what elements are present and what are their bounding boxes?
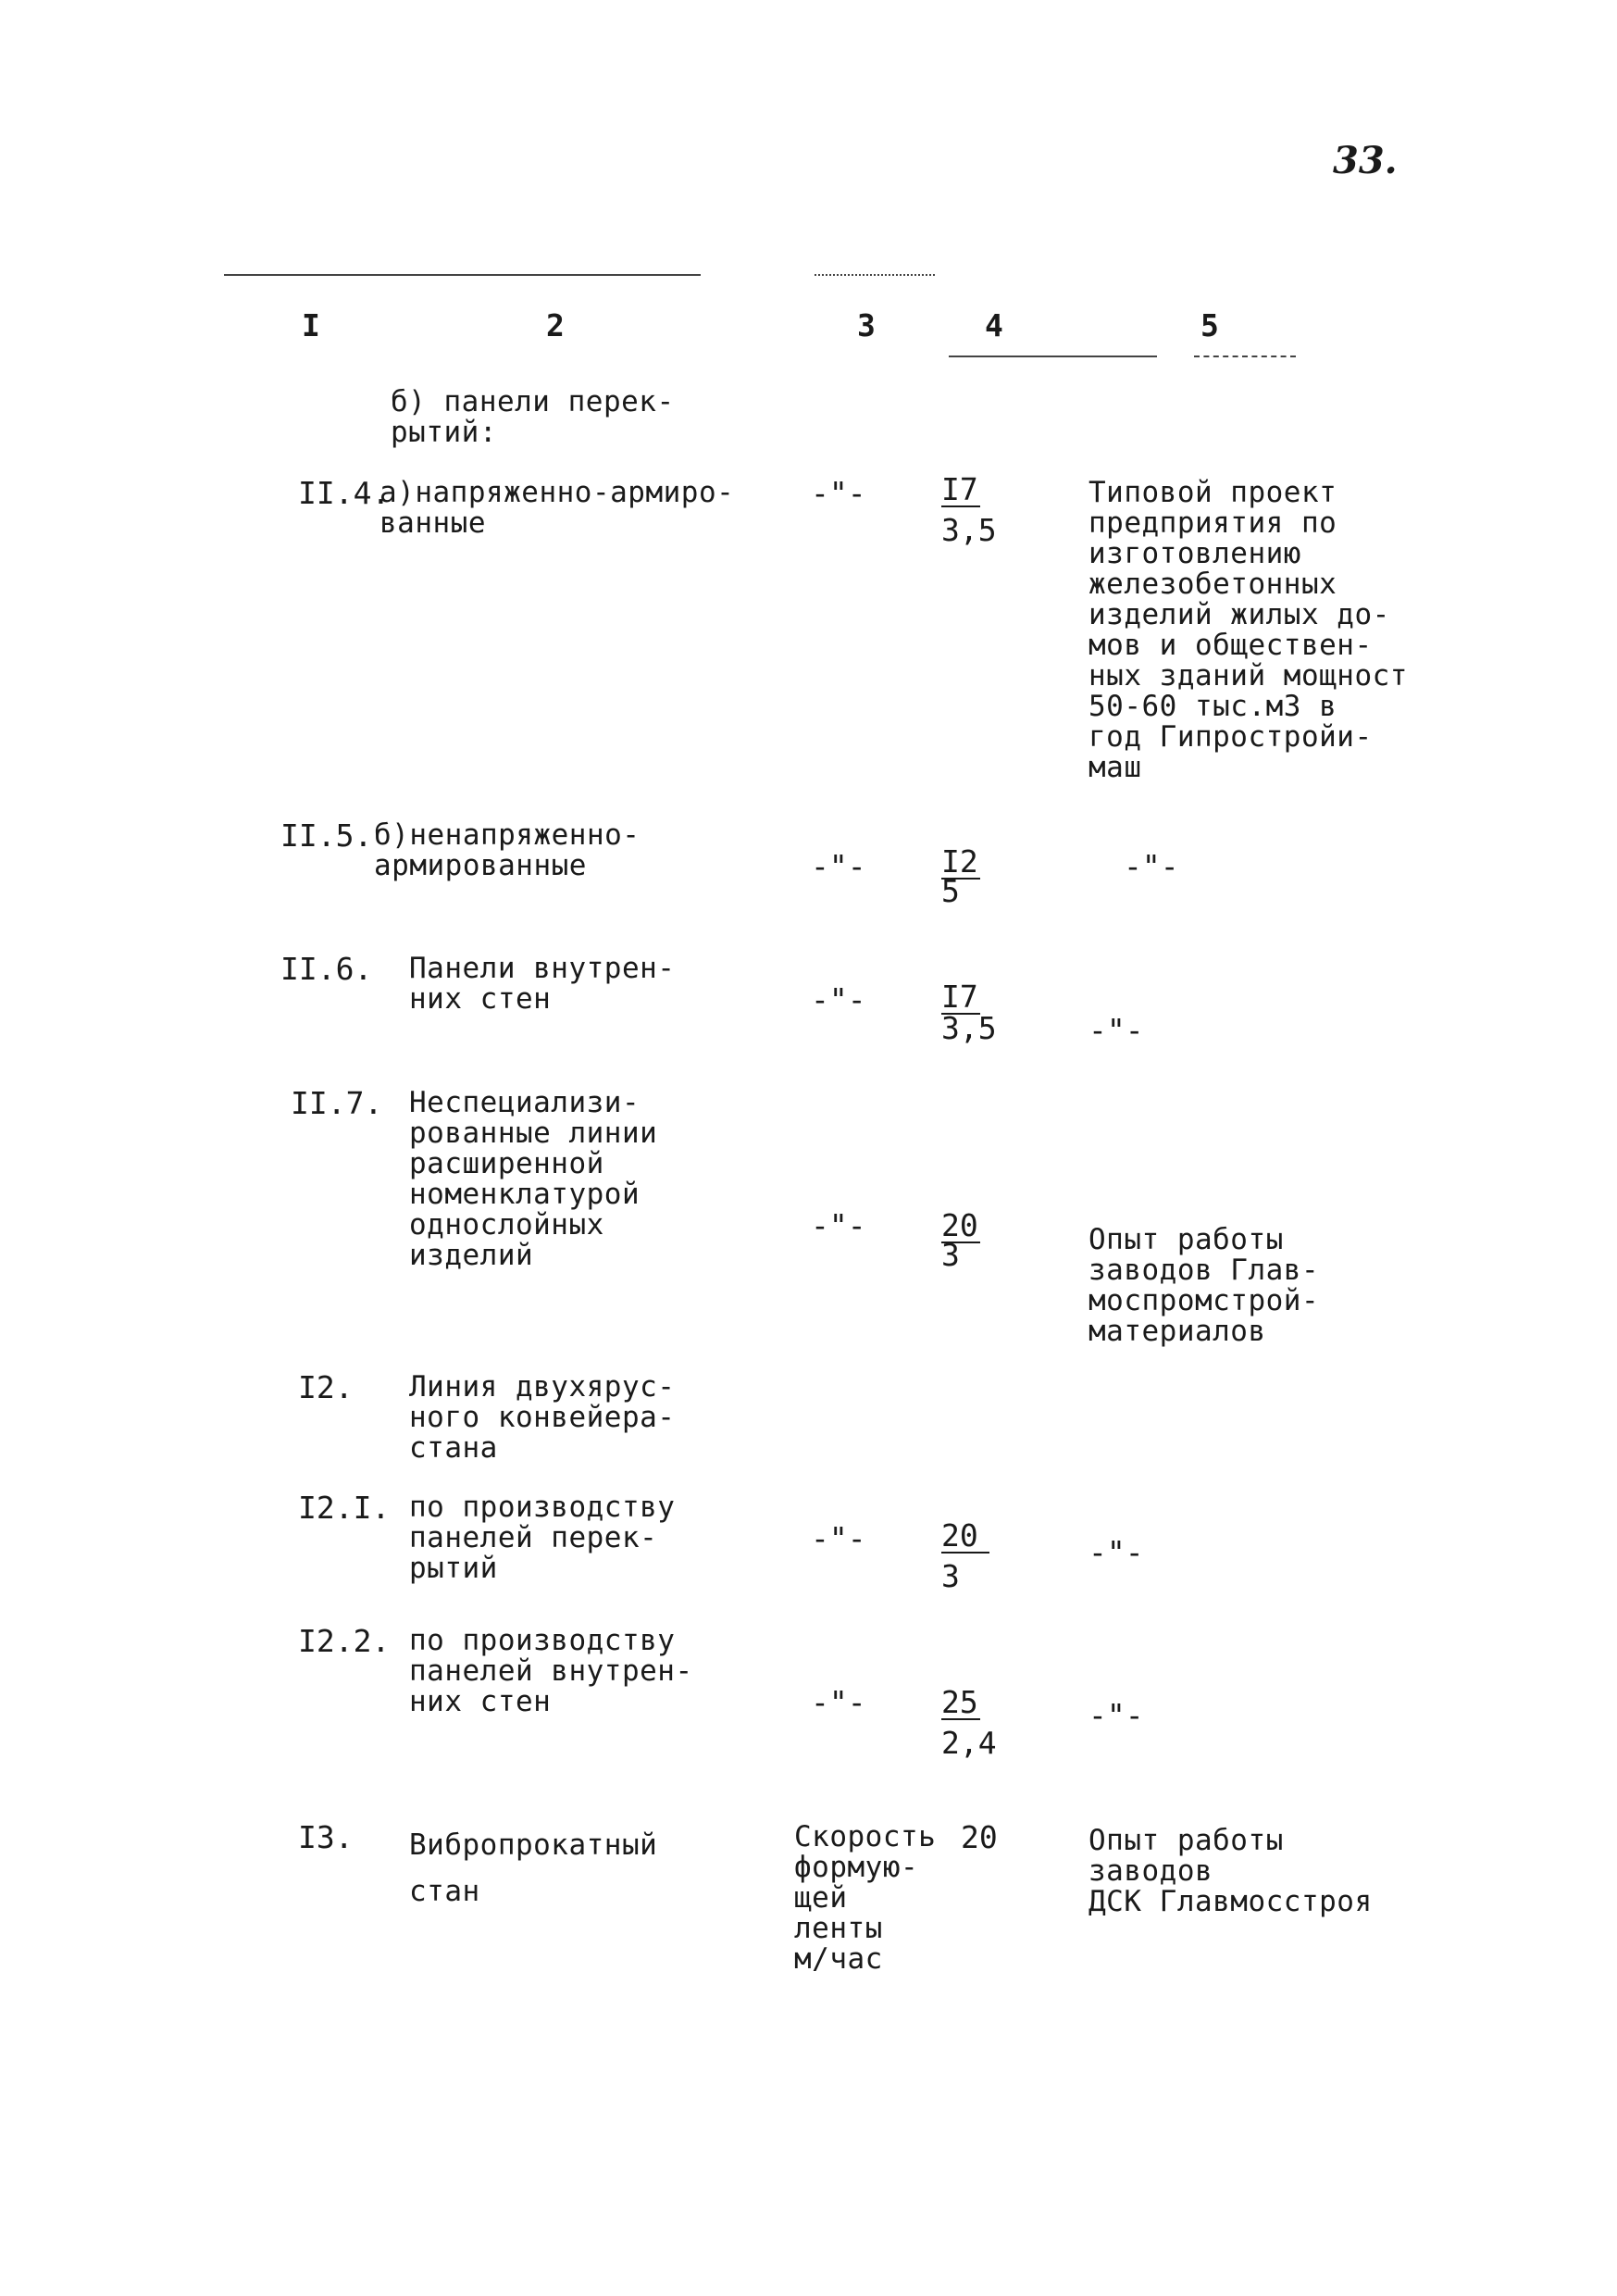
col4-top: 20 [941, 1207, 978, 1243]
row-col4 [941, 843, 980, 909]
header-rule-mid [815, 274, 935, 276]
row-col3: -"- [811, 848, 866, 884]
row-col5: Типовой проект предприятия по изготовлению железобетонных изделий жилых до- мов и обществен- ных зданий мощност 50-60 тыс.м3 в год Гипростройи- маш [1088, 476, 1408, 784]
col4-bottom: 2,4 [941, 1725, 997, 1761]
row-number: II.7. [291, 1085, 383, 1121]
row-label: Линия двухярус- ного конвейера- стана [409, 1370, 676, 1465]
col4-bottom: 5 [941, 873, 960, 909]
page-number: 33. [1333, 139, 1398, 182]
row-label: Панели внутрен- них стен [409, 952, 676, 1016]
row-number: I2.2. [298, 1623, 391, 1659]
row-number: II.5. [280, 817, 373, 854]
column-header-2: 2 [546, 307, 565, 343]
row-number: I2.I. [298, 1490, 391, 1526]
row-number: I2. [298, 1369, 354, 1405]
row-col5: -"- [1088, 1697, 1144, 1733]
row-col5: Опыт работы заводов Глав- моспромстрой- материалов [1088, 1223, 1320, 1348]
column-header-3: 3 [857, 307, 876, 343]
row-label: Вибропрокатный стан [409, 1828, 658, 1908]
row-col4 [941, 979, 997, 1046]
col4-top: 25 [941, 1684, 978, 1720]
col4-top: I7 [941, 471, 978, 507]
row-col4 [941, 1207, 980, 1273]
col4-bottom: 3 [941, 1237, 960, 1273]
row-label: б)ненапряженно- армированные [374, 818, 641, 882]
col4-bottom: 3 [941, 1558, 960, 1594]
row-col4 [941, 1517, 989, 1594]
col4-bottom: 3,5 [941, 512, 997, 548]
row-col4 [941, 471, 997, 548]
row-col3: -"- [811, 475, 866, 511]
header-rule-col4 [949, 356, 1157, 357]
row-col3: -"- [811, 981, 866, 1017]
row-number: II.6. [280, 951, 373, 987]
row-number: I3. [298, 1819, 354, 1855]
row-col3: -"- [811, 1520, 866, 1556]
row-col3: -"- [811, 1684, 866, 1720]
col4-top: 20 [941, 1520, 989, 1554]
row-col5: Опыт работы заводов ДСК Главмосстроя [1088, 1824, 1373, 1918]
column-header-1: I [302, 307, 320, 343]
col4-top: I2 [941, 843, 978, 880]
row-label: а)напряженно-армиро- ванные [379, 476, 735, 540]
row-col5: -"- [1088, 1534, 1144, 1570]
row-col4 [941, 1684, 997, 1761]
col4-top: I7 [941, 979, 978, 1015]
row-col3: -"- [811, 1207, 866, 1243]
subheading: б) панели перек- рытий: [391, 385, 675, 449]
row-col4-value: 20 [961, 1819, 998, 1855]
row-number: II.4. [298, 475, 391, 511]
row-label: по производству панелей перек- рытий [409, 1491, 676, 1585]
header-rule-col5 [1194, 356, 1296, 357]
row-label: по производству панелей внутрен- них стен [409, 1624, 693, 1718]
row-col5: -"- [1088, 1012, 1144, 1048]
header-rule-left [224, 274, 701, 276]
col4-bottom: 3,5 [941, 1010, 997, 1046]
row-label: Неспециализи- рованные линии расширенной номенклатурой однослойных изделий [409, 1086, 658, 1272]
column-header-5: 5 [1200, 307, 1219, 343]
column-header-4: 4 [985, 307, 1003, 343]
row-col3: Скорость формую- щей ленты м/час [794, 1820, 937, 1976]
row-col5: -"- [1124, 848, 1179, 884]
